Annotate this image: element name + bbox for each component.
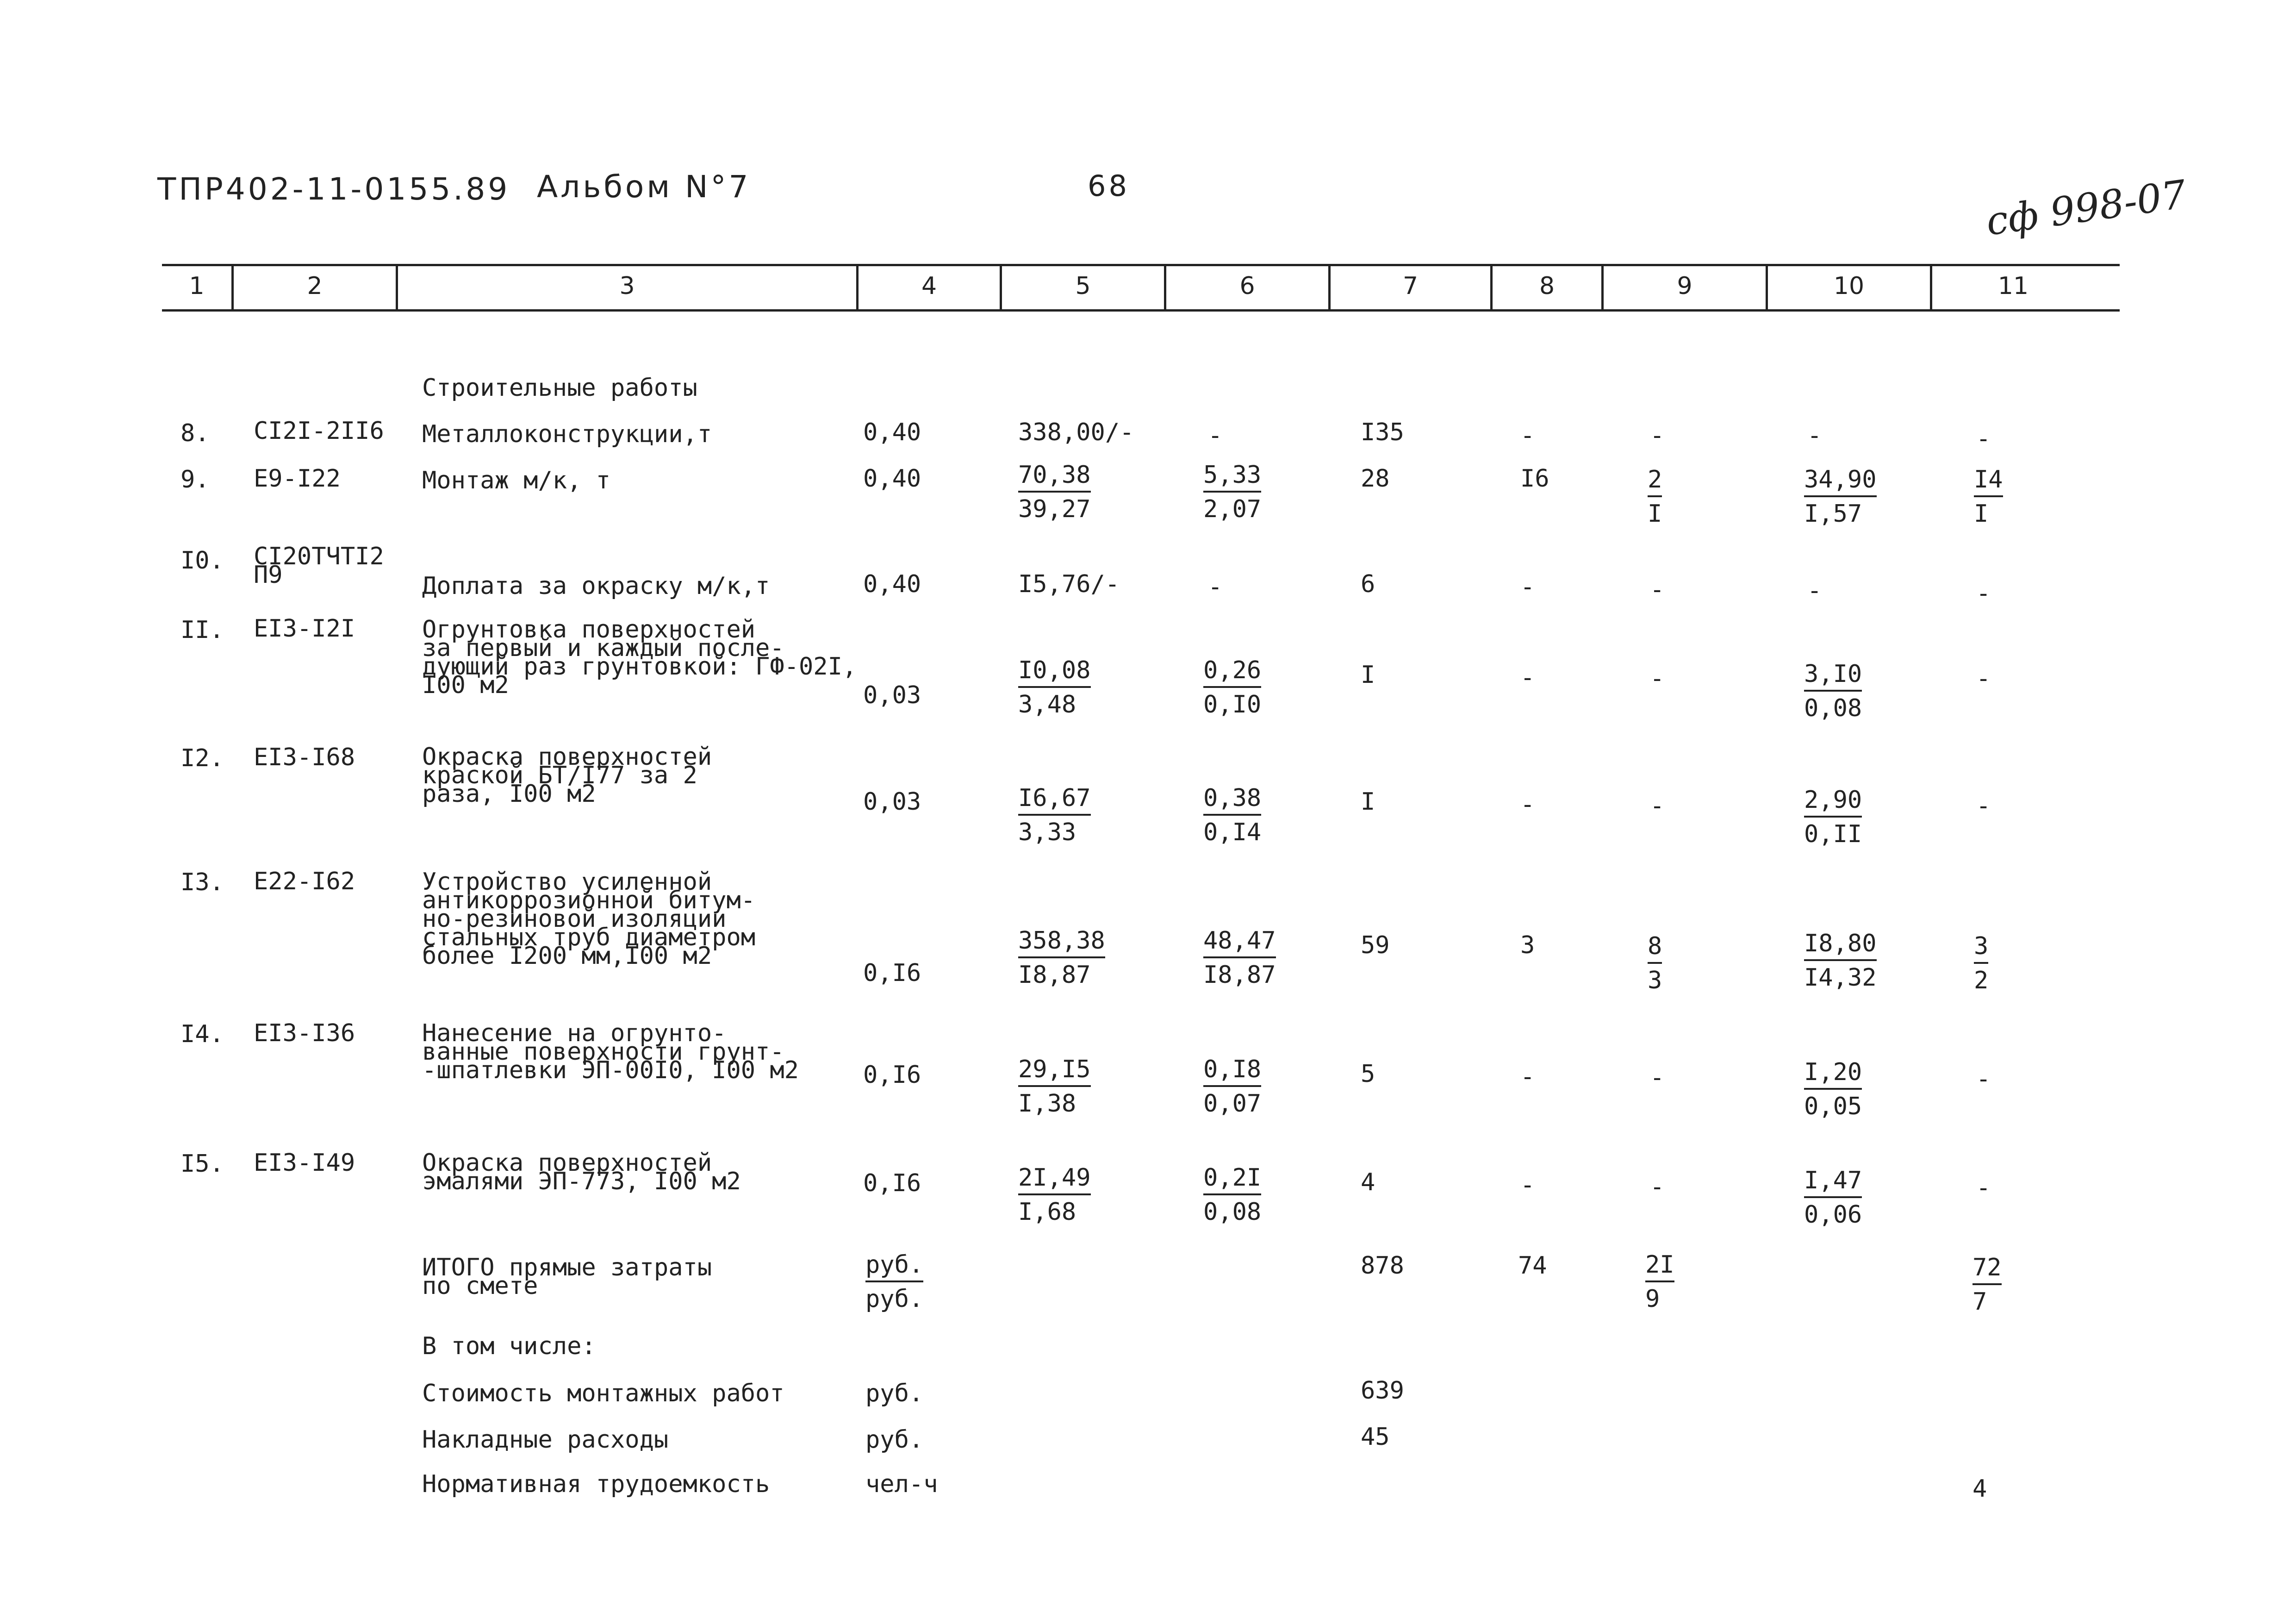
row-col5-fraction — [1018, 657, 1091, 719]
row-col8: 3 — [1520, 931, 1535, 959]
fraction-denominator: I,38 — [1018, 1090, 1076, 1118]
row-qty: 0,40 — [863, 465, 921, 493]
row-col7: 4 — [1361, 1168, 1375, 1196]
fraction-denominator: 7 — [1972, 1288, 1987, 1316]
row-name: Металлоконструкции,т — [422, 420, 712, 448]
fraction-numerator: I0,08 — [1018, 657, 1091, 688]
fraction-numerator: 29,I5 — [1018, 1056, 1091, 1087]
breakdown-unit: руб. — [865, 1426, 924, 1454]
page-number: 68 — [1088, 169, 1130, 203]
fraction-numerator: 72 — [1972, 1255, 2002, 1285]
row-col6: - — [1208, 573, 1223, 601]
fraction-denominator: 0,06 — [1804, 1201, 1862, 1229]
totals-col9-fraction — [1645, 1252, 1674, 1314]
totals-label: ИТОГО прямые затраты по смете — [422, 1254, 712, 1300]
row-number: I5. — [180, 1150, 224, 1178]
fraction-denominator: 0,08 — [1804, 694, 1862, 722]
row-col6-fraction — [1203, 657, 1261, 719]
row-col6: - — [1208, 422, 1223, 450]
col-header-8: 8 — [1539, 272, 1555, 300]
breakdown-value: 45 — [1361, 1423, 1390, 1451]
row-number: I2. — [180, 744, 224, 772]
row-code: CI2I-2II6 — [254, 417, 384, 445]
fraction-numerator: I,47 — [1804, 1168, 1862, 1198]
row-number: I3. — [180, 868, 224, 896]
fraction-numerator: 358,38 — [1018, 928, 1105, 958]
row-code: CI20ТЧТI2 П9 — [254, 543, 384, 589]
breakdown-col11: 4 — [1972, 1475, 1987, 1503]
col-header-9: 9 — [1677, 272, 1692, 300]
fraction-denominator: 0,08 — [1203, 1198, 1262, 1226]
col-header-7: 7 — [1402, 272, 1419, 300]
row-col9: - — [1650, 576, 1665, 604]
row-col5-fraction — [1018, 1056, 1091, 1118]
fraction-denominator: 0,07 — [1203, 1090, 1262, 1118]
fraction-numerator: 5,33 — [1203, 462, 1261, 493]
document-code: ТПР402-11-0155.89 — [157, 171, 510, 207]
row-col7: 6 — [1361, 570, 1375, 598]
fraction-denominator: I,57 — [1804, 500, 1862, 528]
row-col6-fraction — [1203, 1165, 1261, 1227]
row-col5-fraction — [1018, 1165, 1091, 1227]
row-col10-fraction — [1804, 661, 1862, 723]
col-header-5: 5 — [1075, 272, 1091, 300]
totals-col7: 878 — [1361, 1252, 1404, 1280]
fraction-numerator: I8,80 — [1804, 931, 1877, 961]
fraction-denominator: I,68 — [1018, 1198, 1076, 1226]
row-col6-fraction — [1203, 785, 1261, 847]
totals-units — [865, 1252, 923, 1314]
col-header-2: 2 — [307, 272, 323, 300]
row-number: I4. — [180, 1020, 224, 1048]
fraction-denominator: 0,II — [1804, 820, 1862, 848]
fraction-denominator: 2,07 — [1203, 495, 1262, 523]
row-col6-fraction — [1203, 928, 1276, 990]
row-col8: I6 — [1520, 465, 1549, 493]
fraction-denominator: 39,27 — [1018, 495, 1091, 523]
fraction-numerator: 8 — [1648, 933, 1662, 964]
row-qty: 0,40 — [863, 570, 921, 598]
row-qty: 0,03 — [863, 788, 921, 816]
col-header-4: 4 — [921, 272, 937, 300]
row-name: Окраска поверхностей эмалями ЭП-773, I00 м2 — [422, 1149, 741, 1195]
row-col7: I35 — [1361, 418, 1404, 446]
row-code: EI3-I49 — [254, 1149, 355, 1177]
fraction-denominator: I4,32 — [1804, 964, 1877, 992]
fraction-denominator: 0,I0 — [1203, 691, 1262, 718]
row-col11: - — [1976, 1174, 1991, 1202]
fraction-numerator: 2I — [1645, 1252, 1674, 1282]
row-col7: 59 — [1361, 931, 1390, 959]
row-col8: - — [1520, 422, 1535, 450]
row-name: Огрунтовка поверхностей за первый и каждый после- дующий раз грунтовкой: ГФ-02I, I00 м2 — [422, 616, 857, 699]
fraction-numerator: 3 — [1974, 933, 1988, 964]
row-col9: - — [1650, 792, 1665, 820]
section-title: Строительные работы — [422, 374, 697, 402]
row-col11: - — [1976, 425, 1991, 453]
row-number: 8. — [180, 419, 210, 447]
fraction-denominator: I8,87 — [1203, 961, 1276, 989]
row-col9: - — [1650, 665, 1665, 693]
fraction-numerator: 48,47 — [1203, 928, 1276, 958]
col-header-6: 6 — [1239, 272, 1255, 300]
col-header-10: 10 — [1833, 272, 1865, 300]
fraction-denominator: I — [1974, 500, 1989, 528]
row-col10: - — [1807, 577, 1822, 605]
row-col5: 338,00/- — [1018, 418, 1134, 446]
row-col11: - — [1976, 792, 1991, 820]
row-qty: 0,I6 — [863, 1061, 921, 1089]
fraction-numerator: I4 — [1974, 467, 2003, 497]
row-col9-fraction — [1648, 467, 1662, 529]
fraction-denominator: I8,87 — [1018, 961, 1091, 989]
row-code: E9-I22 — [254, 465, 341, 493]
col-header-1: 1 — [189, 272, 205, 300]
row-name: Монтаж м/к, т — [422, 467, 610, 494]
row-name: Нанесение на огрунто- ванные поверхности грунт- -шпатлевки ЭП-00I0, I00 м2 — [422, 1019, 799, 1084]
row-col10-fraction — [1804, 467, 1877, 529]
row-col8: - — [1520, 791, 1535, 818]
row-col8: - — [1520, 1063, 1535, 1091]
header-bottom-rule — [162, 309, 2120, 312]
fraction-denominator: 9 — [1645, 1285, 1660, 1313]
fraction-denominator: 0,05 — [1804, 1093, 1862, 1120]
fraction-denominator: 3 — [1648, 967, 1662, 994]
row-col10: - — [1807, 422, 1822, 450]
breakdown-label: Стоимость монтажных работ — [422, 1380, 784, 1407]
row-number: 9. — [180, 466, 210, 493]
row-col5: I5,76/- — [1018, 570, 1120, 598]
row-qty: 0,40 — [863, 418, 921, 446]
row-col11: - — [1976, 665, 1991, 693]
row-col10-fraction — [1804, 1059, 1862, 1121]
fraction-denominator: 3,48 — [1018, 691, 1076, 718]
fraction-numerator: I,20 — [1804, 1059, 1862, 1090]
row-qty: 0,I6 — [863, 959, 921, 987]
breakdown-label: Нормативная трудоемкость — [422, 1470, 770, 1498]
col-header-11: 11 — [1997, 272, 2029, 300]
totals-col8: 74 — [1518, 1252, 1547, 1280]
row-number: I0. — [180, 547, 224, 575]
row-name: Устройство усиленной антикоррозионной битум- но-резиновой изоляции стальных труб диаметром более I200 мм,I00 м2 — [422, 868, 756, 970]
fraction-numerator: 0,2I — [1203, 1165, 1261, 1195]
fraction-denominator: 0,I4 — [1203, 818, 1262, 846]
row-code: E22-I62 — [254, 868, 355, 895]
row-number: II. — [180, 616, 224, 644]
header-top-rule — [162, 264, 2120, 266]
row-name: Окраска поверхностей краской БТ/I77 за 2 раза, I00 м2 — [422, 743, 712, 808]
fraction-denominator: 2 — [1974, 967, 1989, 994]
totals-col11-fraction — [1972, 1255, 2002, 1317]
breakdown-unit: руб. — [865, 1380, 924, 1407]
handwritten-note: сф 998-07 — [1983, 171, 2189, 244]
fraction-denominator: I — [1648, 500, 1662, 528]
row-col11: - — [1976, 580, 1991, 607]
totals-unit-2: руб. — [865, 1285, 924, 1313]
row-col9: - — [1650, 1173, 1665, 1201]
row-col11: - — [1976, 1065, 1991, 1093]
row-col8: - — [1520, 573, 1535, 601]
row-col7: I — [1361, 661, 1375, 689]
row-col10-fraction — [1804, 931, 1877, 993]
row-col9: - — [1650, 422, 1665, 450]
breakdown-unit: чел-ч — [865, 1470, 938, 1498]
row-col7: 5 — [1361, 1060, 1375, 1088]
including-label: В том числе: — [422, 1332, 596, 1360]
breakdown-value: 639 — [1361, 1377, 1404, 1405]
row-name: Доплата за окраску м/к,т — [422, 572, 770, 600]
row-col9: - — [1650, 1064, 1665, 1092]
row-col6-fraction — [1203, 462, 1261, 524]
row-code: EI3-I2I — [254, 615, 355, 643]
fraction-numerator: 0,26 — [1203, 657, 1261, 688]
fraction-numerator: 3,I0 — [1804, 661, 1862, 692]
row-col6-fraction — [1203, 1056, 1261, 1118]
row-col5-fraction — [1018, 785, 1091, 847]
fraction-numerator: 2,90 — [1804, 787, 1862, 818]
row-qty: 0,03 — [863, 681, 921, 709]
row-code: EI3-I36 — [254, 1019, 355, 1047]
row-col8: - — [1520, 1171, 1535, 1199]
row-col8: - — [1520, 664, 1535, 692]
totals-unit-1: руб. — [865, 1252, 923, 1282]
row-col10-fraction — [1804, 787, 1862, 849]
row-code: EI3-I68 — [254, 743, 355, 771]
row-col5-fraction — [1018, 462, 1091, 524]
row-col7: I — [1361, 788, 1375, 816]
row-col11-fraction — [1974, 467, 2003, 529]
row-col10-fraction — [1804, 1168, 1862, 1230]
fraction-numerator: 34,90 — [1804, 467, 1877, 497]
album-label: Альбом N°7 — [537, 169, 751, 205]
fraction-numerator: 0,I8 — [1203, 1056, 1261, 1087]
row-col7: 28 — [1361, 465, 1390, 493]
fraction-numerator: 70,38 — [1018, 462, 1091, 493]
fraction-numerator: 2 — [1648, 467, 1662, 497]
breakdown-label: Накладные расходы — [422, 1426, 669, 1454]
fraction-numerator: 2I,49 — [1018, 1165, 1091, 1195]
fraction-numerator: I6,67 — [1018, 785, 1091, 816]
row-col5-fraction — [1018, 928, 1105, 990]
fraction-numerator: 0,38 — [1203, 785, 1261, 816]
row-col11-fraction — [1974, 933, 1988, 995]
row-col9-fraction — [1648, 933, 1662, 995]
fraction-denominator: 3,33 — [1018, 818, 1076, 846]
row-qty: 0,I6 — [863, 1169, 921, 1197]
col-header-3: 3 — [619, 272, 635, 300]
